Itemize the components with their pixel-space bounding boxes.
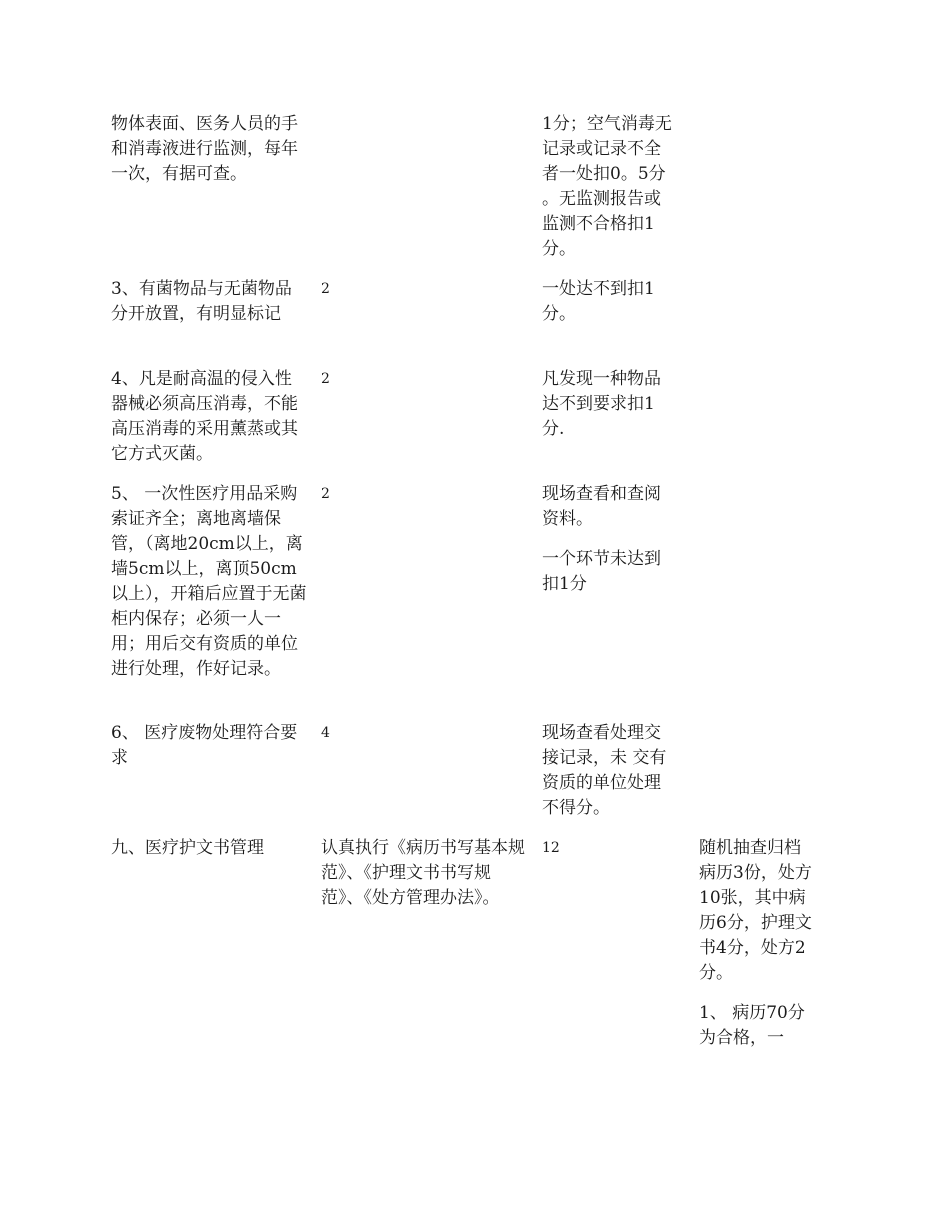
row-4-item: 6、 医疗废物处理符合要求: [111, 723, 298, 768]
section-9-title: 九、医疗护文书管理: [111, 838, 264, 858]
row-3-score: 2: [321, 486, 330, 502]
row-2-check: [542, 367, 674, 442]
row-1-check: [542, 277, 674, 327]
section-9-method-text-1: 随机抽查归档病历3份，处方10张，其中病历6分，护理文书4分，处方2分。: [699, 838, 812, 983]
row-4-check-text: 现场查看处理交接记录，未 交有资质的单位处理不得分。: [542, 723, 667, 818]
row-0-item: 物体表面、医务人员的手和消毒液进行监测，每年一次，有据可查。: [111, 114, 298, 184]
row-4-score: 4: [321, 725, 330, 741]
row-2-check-text: 凡发现一种物品达不到要求扣1分.: [542, 369, 661, 439]
row-3-check: [542, 482, 674, 597]
row-0-check-text: 1分；空气消毒无记录或记录不全者一处扣0。5分 。无监测报告或监测不合格扣1分。: [542, 114, 672, 259]
row-1-check-text: 一处达不到扣1分。: [542, 279, 655, 324]
row-0-check: [542, 112, 674, 262]
row-1-item: 3、有菌物品与无菌物品分开放置，有明显标记: [111, 279, 292, 324]
section-9-method: [699, 836, 813, 1051]
row-2-item: 4、凡是耐高温的侵入性器械必须高压消毒，不能高压消毒的采用薰蒸或其它方式灭菌。: [111, 369, 298, 464]
row-2-score: 2: [321, 371, 330, 387]
section-9-score: 12: [542, 840, 560, 856]
row-3-check-text-2: 一个环节未达到扣1分: [542, 549, 661, 594]
section-9-method-text-2: 1、 病历70分为合格，一: [699, 1003, 805, 1048]
row-3-check-text-1: 现场查看和查阅资料。: [542, 484, 661, 529]
row-1-score: 2: [321, 281, 330, 297]
row-3-item: 5、 一次性医疗用品采购索证齐全；离地离墙保管，（离地20cm以上，离墙5cm以上，离顶50cm以上），开箱后应置于无菌柜内保存；必须一人一用；用后交有资质的单位进行处理，作好记录。: [111, 484, 307, 679]
row-4-check: [542, 721, 674, 821]
section-9-standard: 认真执行《病历书写基本规范》、《护理文书书写规范》、《处方管理办法》。: [321, 838, 525, 908]
